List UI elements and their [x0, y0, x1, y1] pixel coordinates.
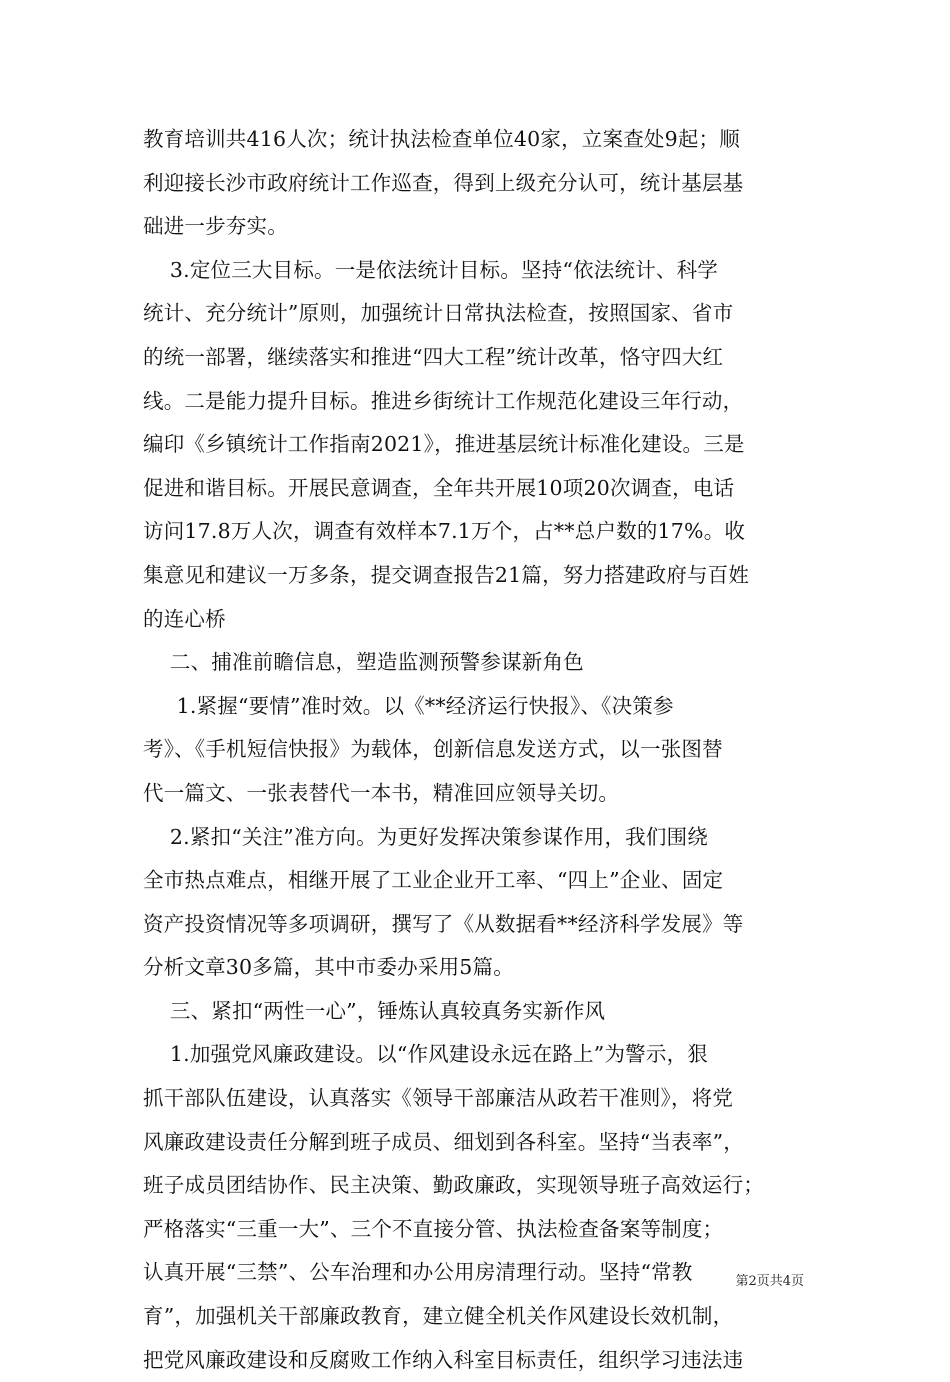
text-line: 的统一部署，继续落实和推进“四大工程”统计改革，恪守四大红 — [143, 344, 724, 369]
section-heading: 三、紧扣“两性一心”，锤炼认真较真务实新作风 — [143, 998, 606, 1023]
text-line: 代一篇文、一张表替代一本书，精准回应领导关切。 — [143, 780, 620, 805]
text-line: 集意见和建议一万多条，提交调查报告21篇，努力搭建政府与百姓 — [143, 562, 750, 587]
text-line: 统计、充分统计”原则，加强统计日常执法检查，按照国家、省市 — [143, 301, 734, 326]
text-line: 严格落实“三重一大”、三个不直接分管、执法检查备案等制度； — [143, 1216, 724, 1241]
text-line: 把党风廉政建设和反腐败工作纳入科室目标责任，组织学习违法违 — [143, 1347, 744, 1372]
text-line: 利迎接长沙市政府统计工作巡查，得到上级充分认可，统计基层基 — [143, 170, 744, 195]
text-line: 编印《乡镇统计工作指南2021》，推进基层统计标准化建设。三是 — [143, 432, 745, 457]
text-line: 全市热点难点，相继开展了工业企业开工率、“四上”企业、固定 — [143, 868, 724, 893]
text-line: 班子成员团结协作、民主决策、勤政廉政，实现领导班子高效运行； — [143, 1173, 764, 1198]
section-heading: 二、捕准前瞻信息，塑造监测预警参谋新角色 — [143, 650, 584, 675]
text-line: 础进一步夯实。 — [143, 214, 288, 239]
document-body — [143, 118, 808, 1382]
text-line: 1.紧握“要情”准时效。以《**经济运行快报》、《决策参 — [143, 693, 674, 718]
text-line: 风廉政建设责任分解到班子成员、细划到各科室。坚持“当表率”， — [143, 1129, 744, 1154]
text-line: 线。二是能力提升目标。推进乡街统计工作规范化建设三年行动， — [143, 388, 744, 413]
text-line: 的连心桥 — [143, 606, 226, 631]
text-line: 认真开展“三禁”、公车治理和办公用房清理行动。坚持“常教 — [143, 1260, 693, 1285]
text-line: 抓干部队伍建设，认真落实《领导干部廉洁从政若干准则》，将党 — [143, 1086, 734, 1111]
page-number: 第2页共4页 — [735, 1274, 804, 1289]
text-line: 1.加强党风廉政建设。以“作风建设永远在路上”为警示，狠 — [143, 1042, 708, 1067]
text-line: 资产投资情况等多项调研，撰写了《从数据看**经济科学发展》等 — [143, 911, 744, 936]
text-line: 3.定位三大目标。一是依法统计目标。坚持“依法统计、科学 — [143, 257, 719, 282]
text-line: 教育培训共416人次；统计执法检查单位40家，立案查处9起；顺 — [143, 127, 740, 151]
text-line: 访问17.8万人次，调查有效样本7.1万个，占**总户数的17%。收 — [143, 519, 746, 544]
text-line: 考》、《手机短信快报》为载体，创新信息发送方式，以一张图替 — [143, 737, 723, 762]
text-line: 分析文章30多篇，其中市委办采用5篇。 — [143, 955, 514, 980]
text-line: 2.紧扣“关注”准方向。为更好发挥决策参谋作用，我们围绕 — [143, 824, 708, 849]
text-line: 育”，加强机关干部廉政教育，建立健全机关作风建设长效机制， — [143, 1304, 734, 1329]
text-line: 促进和谐目标。开展民意调查，全年共开展10项20次调查，电话 — [143, 475, 735, 500]
